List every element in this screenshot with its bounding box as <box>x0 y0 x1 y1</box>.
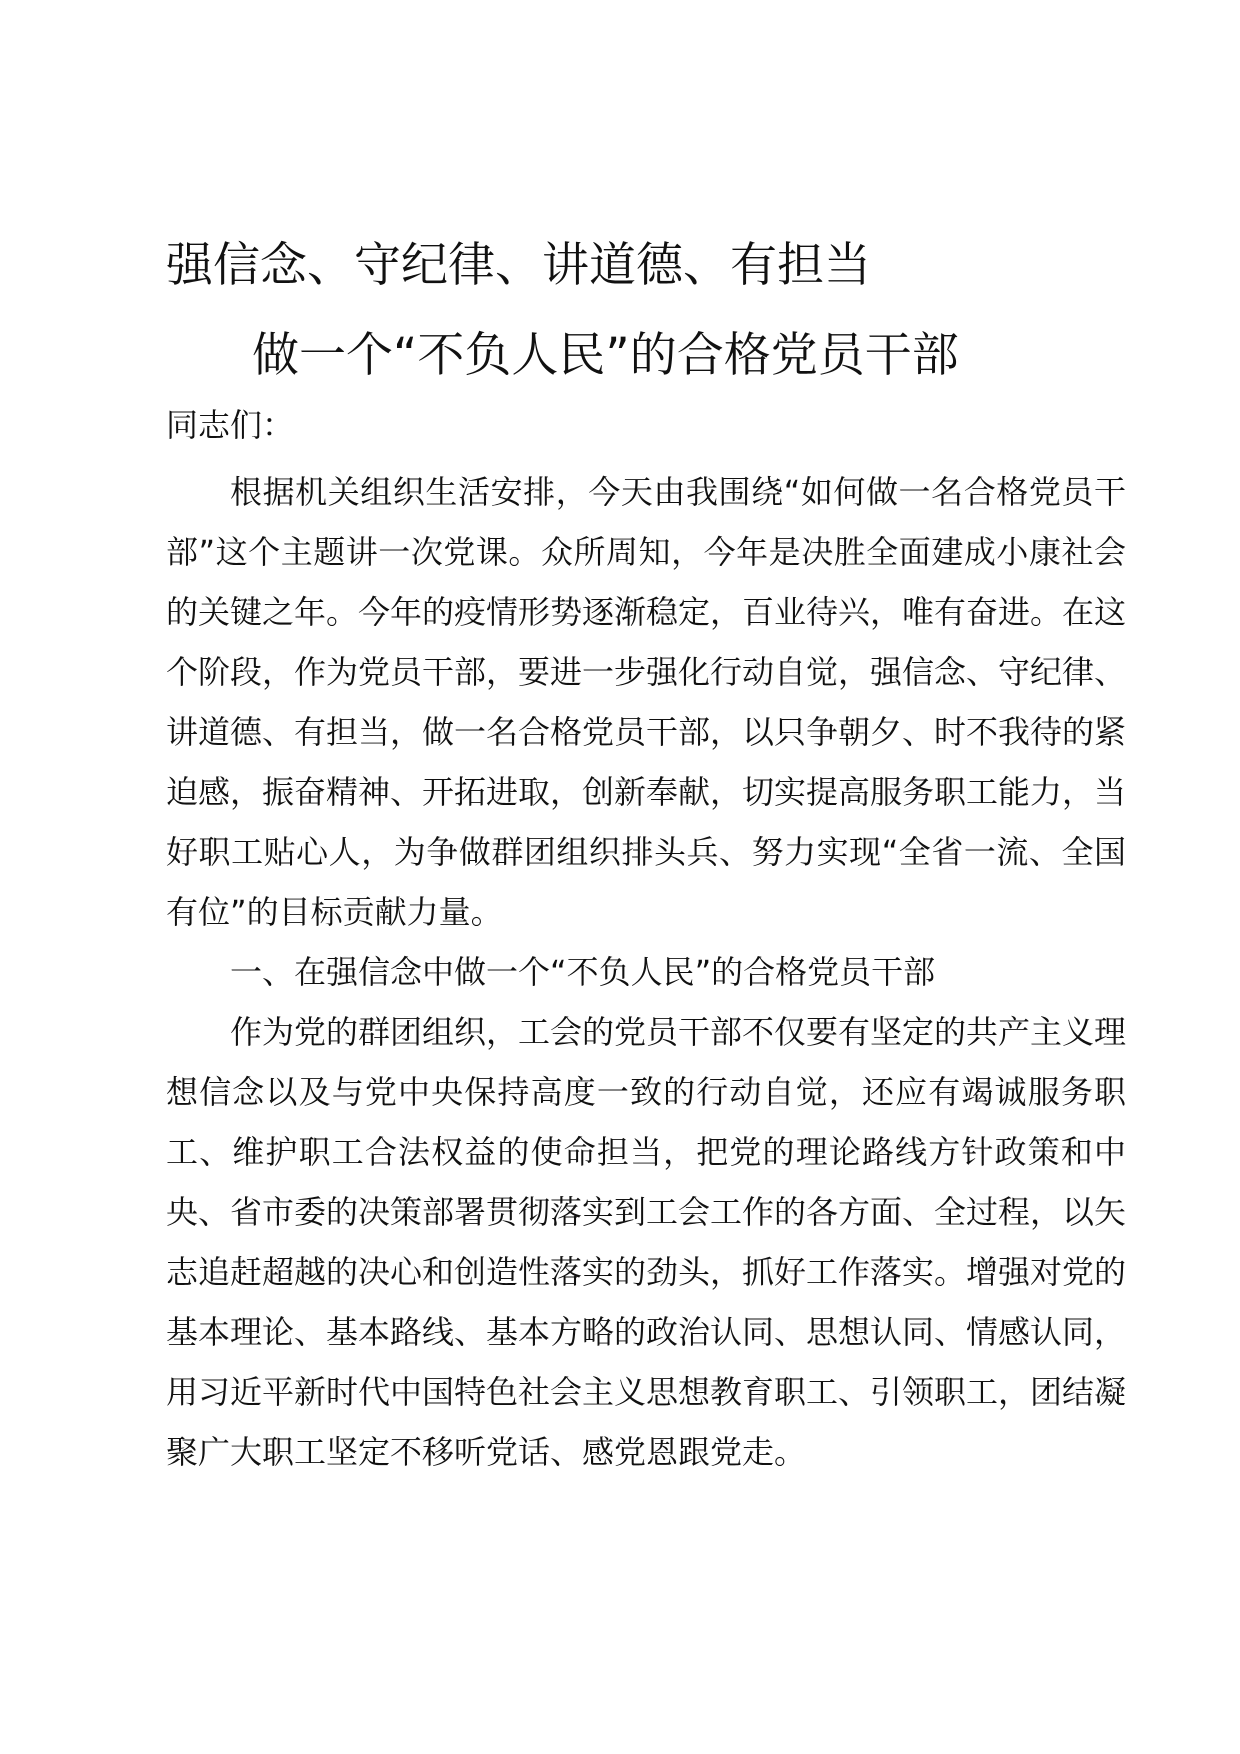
paragraph-intro: 根据机关组织生活安排，今天由我围绕“如何做一名合格党员干部”这个主题讲一次党课。众所周知，今年是决胜全面建成小康社会的关键之年。今年的疫情形势逐渐稳定，百业待兴，唯有奋进。在这个阶段，作为党员干部，要进一步强化行动自觉，强信念、守纪律、讲道德、有担当，做一名合格党员干部，以只争朝夕、时不我待的紧迫感，振奋精神、开拓进取，创新奉献，切实提高服务职工能力，当好职工贴心人，为争做群团组织排头兵、努力实现“全省一流、全国有位”的目标贡献力量。 <box>166 473 1127 931</box>
title-line-2: 做一个“不负人民”的合格党员干部 <box>252 328 959 383</box>
section-heading-1: 一、在强信念中做一个“不负人民”的合格党员干部 <box>230 953 936 991</box>
paragraph-section-1: 作为党的群团组织，工会的党员干部不仅要有坚定的共产主义理想信念以及与党中央保持高度一致的行动自觉，还应有竭诚服务职工、维护职工合法权益的使命担当，把党的理论路线方针政策和中央、省市委的决策部署贯彻落实到工会工作的各方面、全过程，以矢志追赶超越的决心和创造性落实的劲头，抓好工作落实。增强对党的基本理论、基本路线、基本方略的政治认同、思想认同、情感认同，用习近平新时代中国特色社会主义思想教育职工、引领职工，团结凝聚广大职工坚定不移听党话、感党恩跟党走。 <box>166 1013 1127 1471</box>
salutation: 同志们： <box>166 406 295 444</box>
title-line-1: 强信念、守纪律、讲道德、有担当 <box>166 238 871 293</box>
document-body <box>166 236 1126 1482</box>
